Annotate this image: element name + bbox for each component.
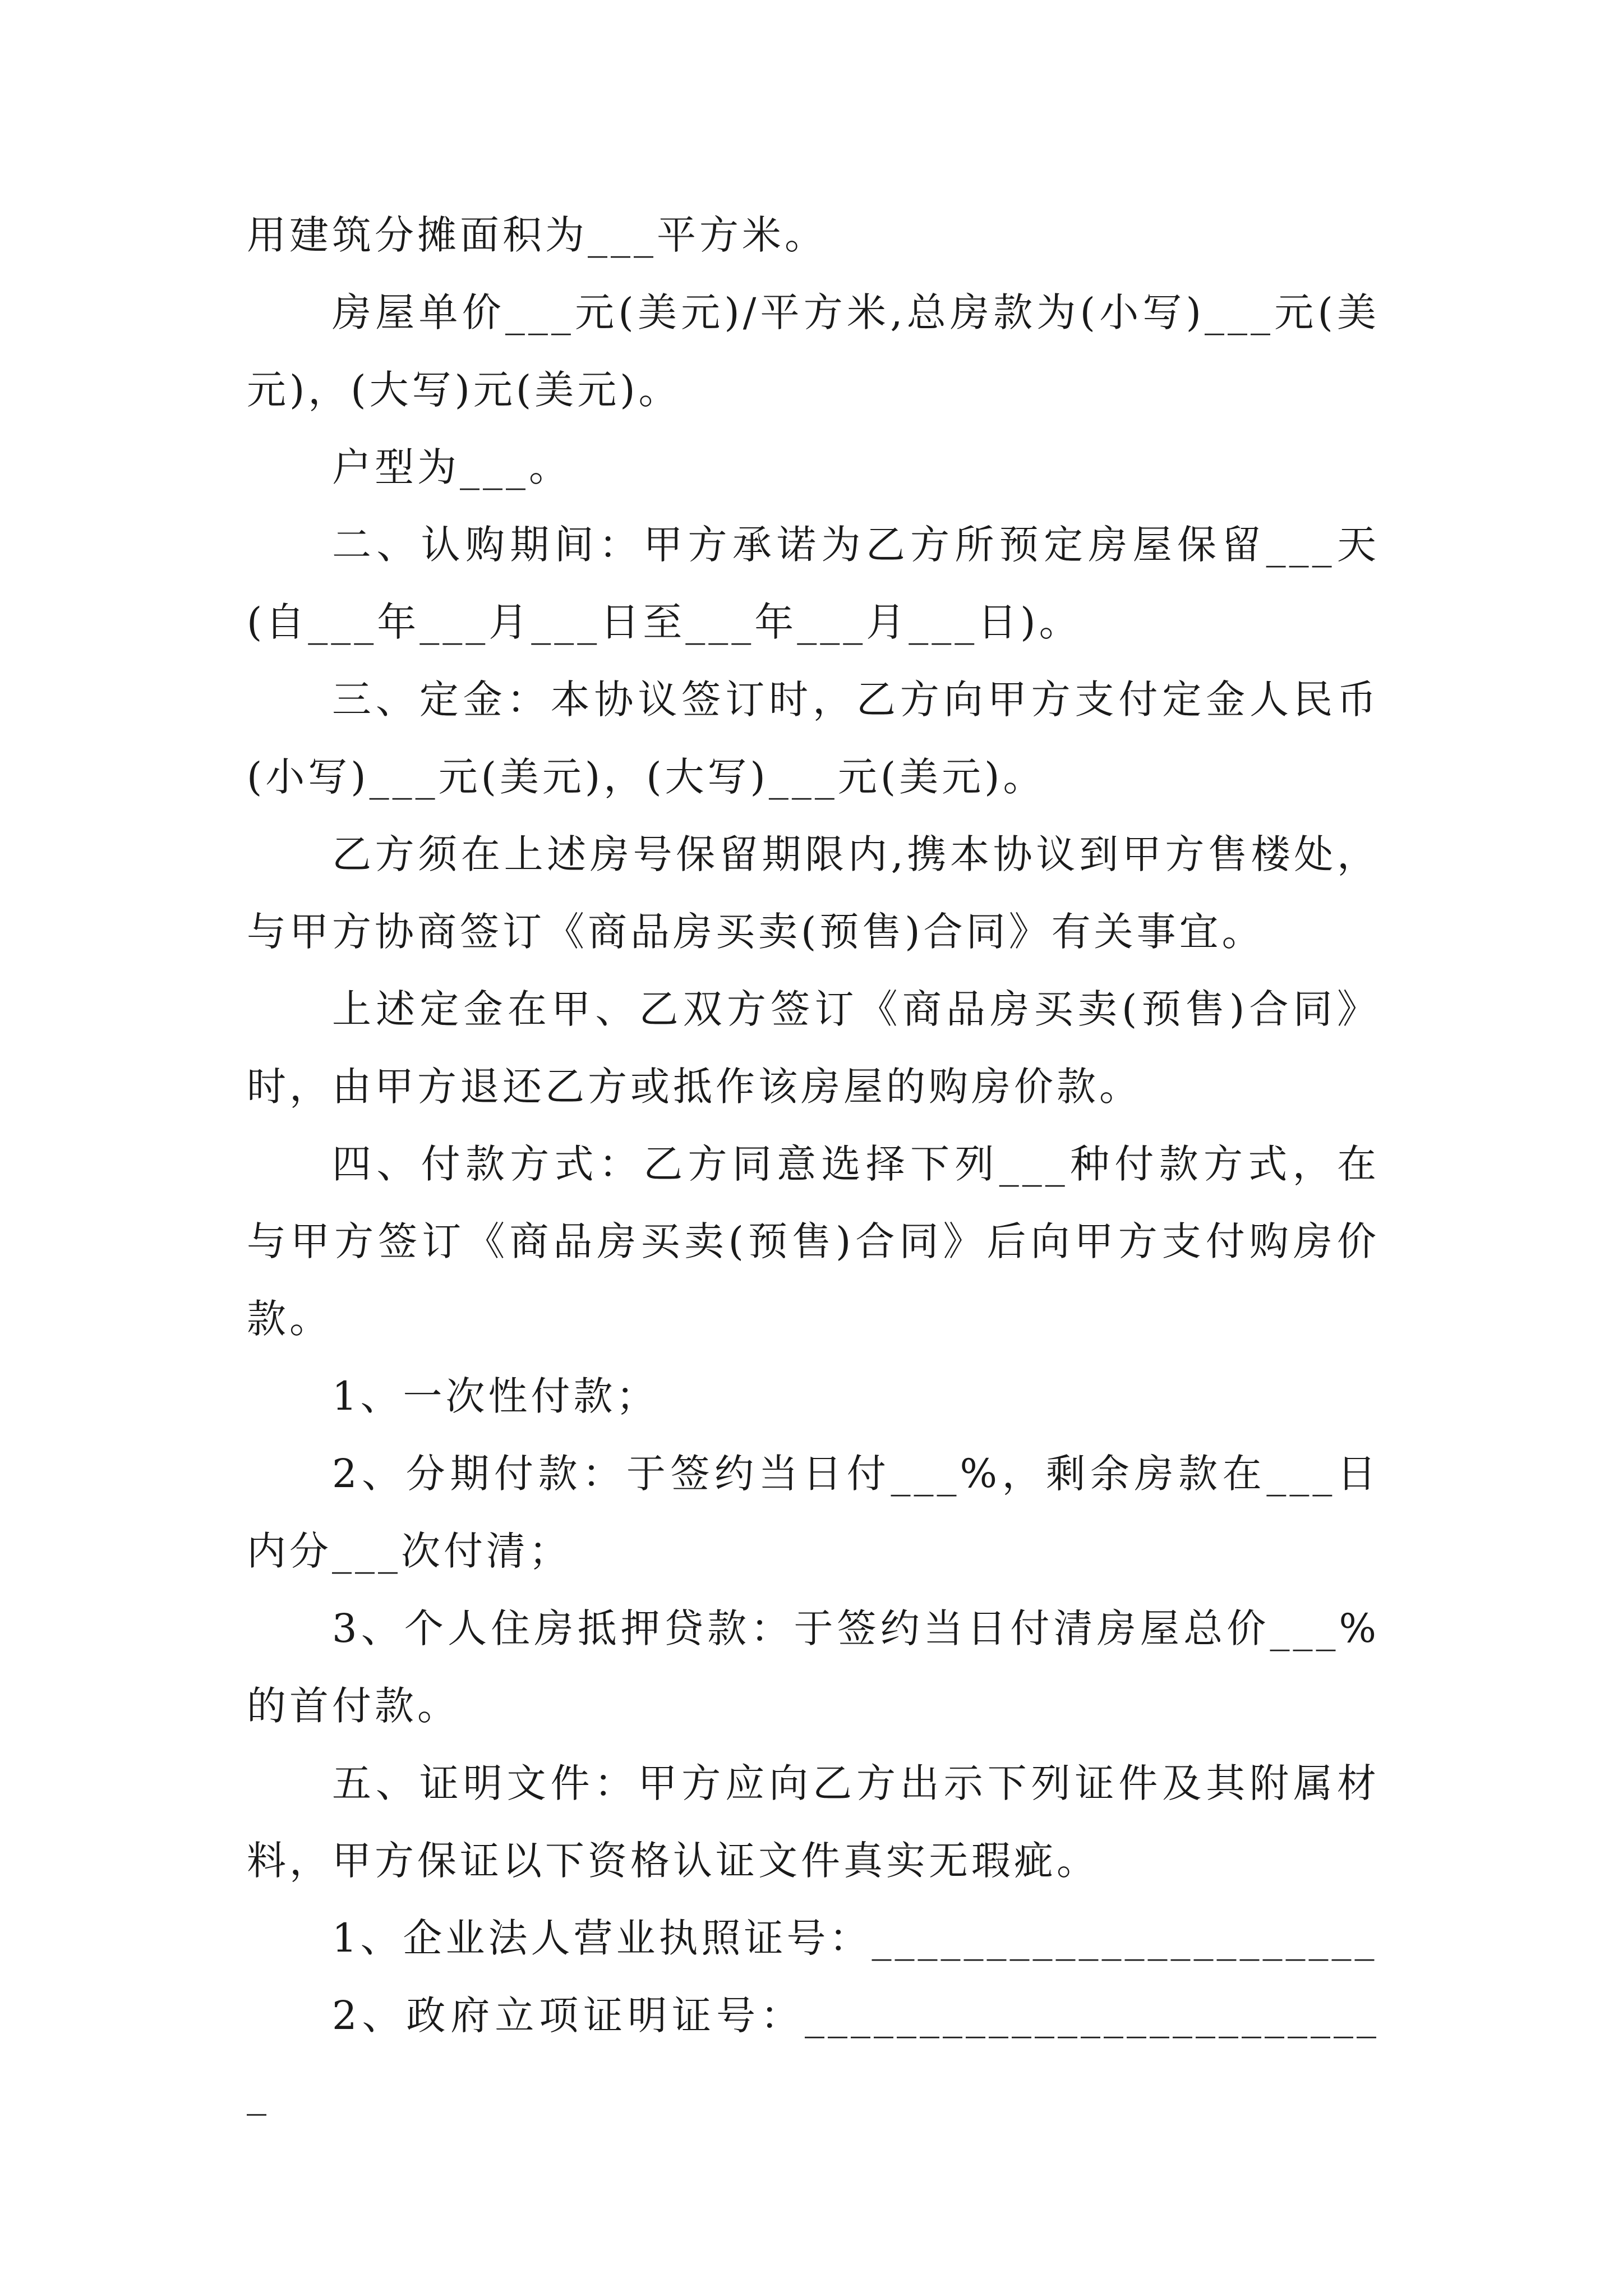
paragraph-certificates: 五、证明文件：甲方应向乙方出示下列证件及其附属材料，甲方保证以下资格认证文件真实无瑕疵。	[247, 1760, 1380, 1884]
paragraph-area: 用建筑分摊面积为___平方米。	[247, 212, 827, 258]
paragraph-payment-option-3: 3、个人住房抵押贷款：于签约当日付清房屋总价___%的首付款。	[247, 1605, 1380, 1729]
paragraph-payment-option-1: 1、一次性付款；	[332, 1373, 659, 1419]
paragraph-price: 房屋单价___元(美元)/平方米,总房款为(小写)___元(美元)，(大写)元(美元)。	[247, 289, 1380, 413]
document-body	[247, 196, 1380, 2132]
paragraph-layout: 户型为___。	[332, 444, 571, 490]
paragraph-reservation-terms: 乙方须在上述房号保留期限内,携本协议到甲方售楼处，与甲方协商签订《商品房买卖(预售)合同》有关事宜。	[247, 831, 1380, 955]
paragraph-government-approval: 2、政府立项证明证号：__________________________	[247, 1993, 1380, 2116]
paragraph-payment-option-2: 2、分期付款：于签约当日付___%，剩余房款在___日内分___次付清；	[247, 1451, 1380, 1574]
paragraph-deposit: 三、定金：本协议签订时，乙方向甲方支付定金人民币(小写)___元(美元)，(大写)___元(美元)。	[247, 677, 1380, 800]
paragraph-subscription-period: 二、认购期间：甲方承诺为乙方所预定房屋保留___天(自___年___月___日至___年___月___日)。	[247, 522, 1380, 645]
paragraph-business-license: 1、企业法人营业执照证号：______________________	[332, 1915, 1378, 1961]
paragraph-deposit-refund: 上述定金在甲、乙双方签订《商品房买卖(预售)合同》时，由甲方退还乙方或抵作该房屋的购房价款。	[247, 986, 1380, 1110]
paragraph-payment-method: 四、付款方式：乙方同意选择下列___种付款方式，在与甲方签订《商品房买卖(预售)合同》后向甲方支付购房价款。	[247, 1141, 1380, 1342]
